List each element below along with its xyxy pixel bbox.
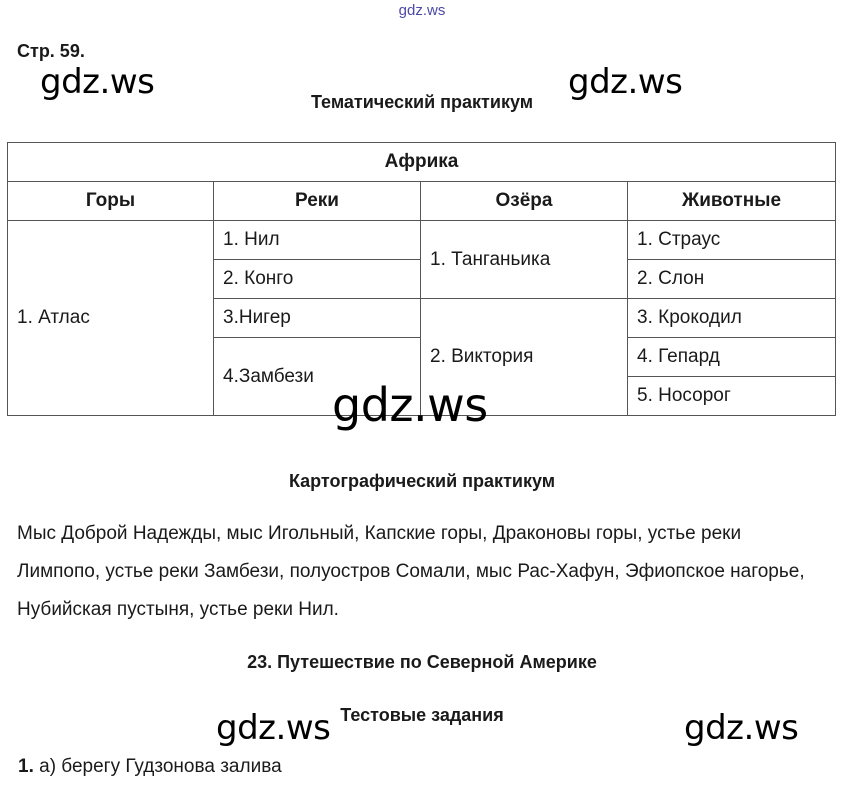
watermark: gdz.ws bbox=[40, 62, 155, 102]
section-title-thematic: Тематический практикум bbox=[310, 92, 534, 112]
cell-river: 4.Замбези bbox=[214, 338, 421, 416]
watermark: gdz.ws bbox=[216, 708, 331, 748]
cell-river: 1. Нил bbox=[214, 221, 421, 260]
page-reference: Стр. 59. bbox=[17, 41, 85, 61]
section-title-cartographic: Картографический практикум bbox=[288, 471, 556, 491]
cell-animal: 2. Слон bbox=[628, 260, 836, 299]
column-header-animals: Животные bbox=[628, 182, 836, 221]
watermark: gdz.ws bbox=[332, 378, 488, 432]
cell-animal: 4. Гепард bbox=[628, 338, 836, 377]
cell-animal: 3. Крокодил bbox=[628, 299, 836, 338]
section-title-north-america: 23. Путешествие по Северной Америке bbox=[247, 652, 597, 672]
cell-river: 2. Конго bbox=[214, 260, 421, 299]
section-title-tests: Тестовые задания bbox=[340, 705, 504, 725]
cell-animal: 5. Носорог bbox=[628, 377, 836, 416]
africa-table bbox=[7, 142, 836, 416]
watermark-top: gdz.ws bbox=[398, 2, 446, 19]
cell-mountain: 1. Атлас bbox=[8, 221, 214, 416]
answer-number: 1. bbox=[18, 756, 34, 777]
cell-river: 3.Нигер bbox=[214, 299, 421, 338]
cell-animal: 1. Страус bbox=[628, 221, 836, 260]
cartographic-answer-paragraph: Мыс Доброй Надежды, мыс Игольный, Капские горы, Драконовы горы, устье реки Лимпопо, устье реки Замбези, полуостров Сомали, мыс Рас-Хафун, Эфиопское нагорье, Нубийская пустыня, устье реки Нил. bbox=[17, 523, 805, 620]
answer-text: а) берегу Гудзонова залива bbox=[33, 756, 282, 777]
table-caption: Африка bbox=[8, 143, 836, 182]
watermark: gdz.ws bbox=[568, 62, 683, 102]
column-header-rivers: Реки bbox=[214, 182, 421, 221]
column-header-lakes: Озёра bbox=[421, 182, 628, 221]
watermark: gdz.ws bbox=[684, 708, 799, 748]
column-header-mountains: Горы bbox=[8, 182, 214, 221]
cell-lake: 1. Танганьика bbox=[421, 221, 628, 299]
cell-lake: 2. Виктория bbox=[421, 299, 628, 416]
test-answer-1 bbox=[18, 756, 282, 778]
